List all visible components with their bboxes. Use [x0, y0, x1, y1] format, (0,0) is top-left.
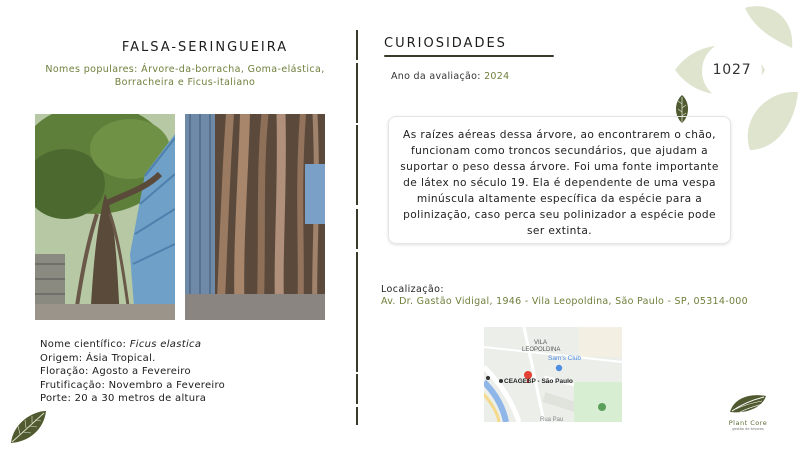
scientific-name-value: Ficus elastica — [129, 339, 202, 350]
brand-name: Plant Core — [728, 419, 768, 427]
map-district-line2: LEOPOLDINA — [522, 347, 561, 353]
origin-fact: Origem: Ásia Tropical. — [40, 352, 156, 364]
map-district-line1: VILA — [534, 340, 548, 346]
brand-tagline: gestão de árvores — [732, 427, 764, 431]
column-divider — [356, 30, 358, 425]
tree-photo-2 — [185, 114, 325, 320]
curiosity-card: As raízes aéreas dessa árvore, ao encontrarem o chão, funcionam como troncos secundários, que ajudam a suportar o peso dessa árvore. Foi uma fonte importante de látex no século 19. Ela é dependente de uma vespa minúscula altamente específica da espécie para a polinização, caso perca seu polinizador a espécie pode ser extinta. — [388, 116, 731, 244]
location-address[interactable]: Av. Dr. Gastão Vidigal, 1946 - Vila Leopoldina, São Paulo - SP, 05314-000 — [381, 296, 748, 307]
size-fact: Porte: 20 a 30 metros de altura — [40, 393, 207, 404]
map-street-label: Rua Pau — [540, 417, 564, 422]
map-main-label: CEAGESP - São Paulo — [504, 378, 573, 385]
store-pin-icon — [556, 365, 562, 371]
brand-leaf-icon — [728, 392, 768, 414]
tree-photo-1 — [35, 114, 175, 320]
popular-names-line1: Nomes populares: Árvore-da-borracha, Goma-elástica, — [45, 64, 325, 75]
location-map[interactable] — [484, 327, 622, 422]
location-label: Localização: — [381, 284, 444, 295]
scientific-name-label: Nome científico: — [40, 339, 130, 350]
species-title: FALSA-SERINGUEIRA — [121, 40, 289, 55]
map-store-label: Sam's Club — [548, 355, 582, 362]
popular-names-line2: Borracheira e Ficus-italiano — [114, 77, 256, 88]
curiosities-title: CURIOSIDADES — [384, 36, 507, 51]
evaluation-year — [391, 71, 509, 82]
flowering-fact: Floração: Agosto a Fevereiro — [40, 366, 191, 377]
scientific-name — [40, 338, 225, 352]
evaluation-year-value: 2024 — [484, 71, 510, 82]
fruiting-fact: Frutificação: Novembro a Fevereiro — [40, 379, 226, 391]
tree-number-badge: 1027 — [712, 62, 752, 78]
popular-names — [30, 63, 340, 89]
species-facts — [40, 338, 225, 406]
curiosities-underline — [384, 55, 554, 57]
leaf-corner-icon — [8, 408, 48, 446]
evaluation-year-label: Ano da avaliação: — [391, 71, 485, 82]
brand-logo — [718, 392, 778, 431]
